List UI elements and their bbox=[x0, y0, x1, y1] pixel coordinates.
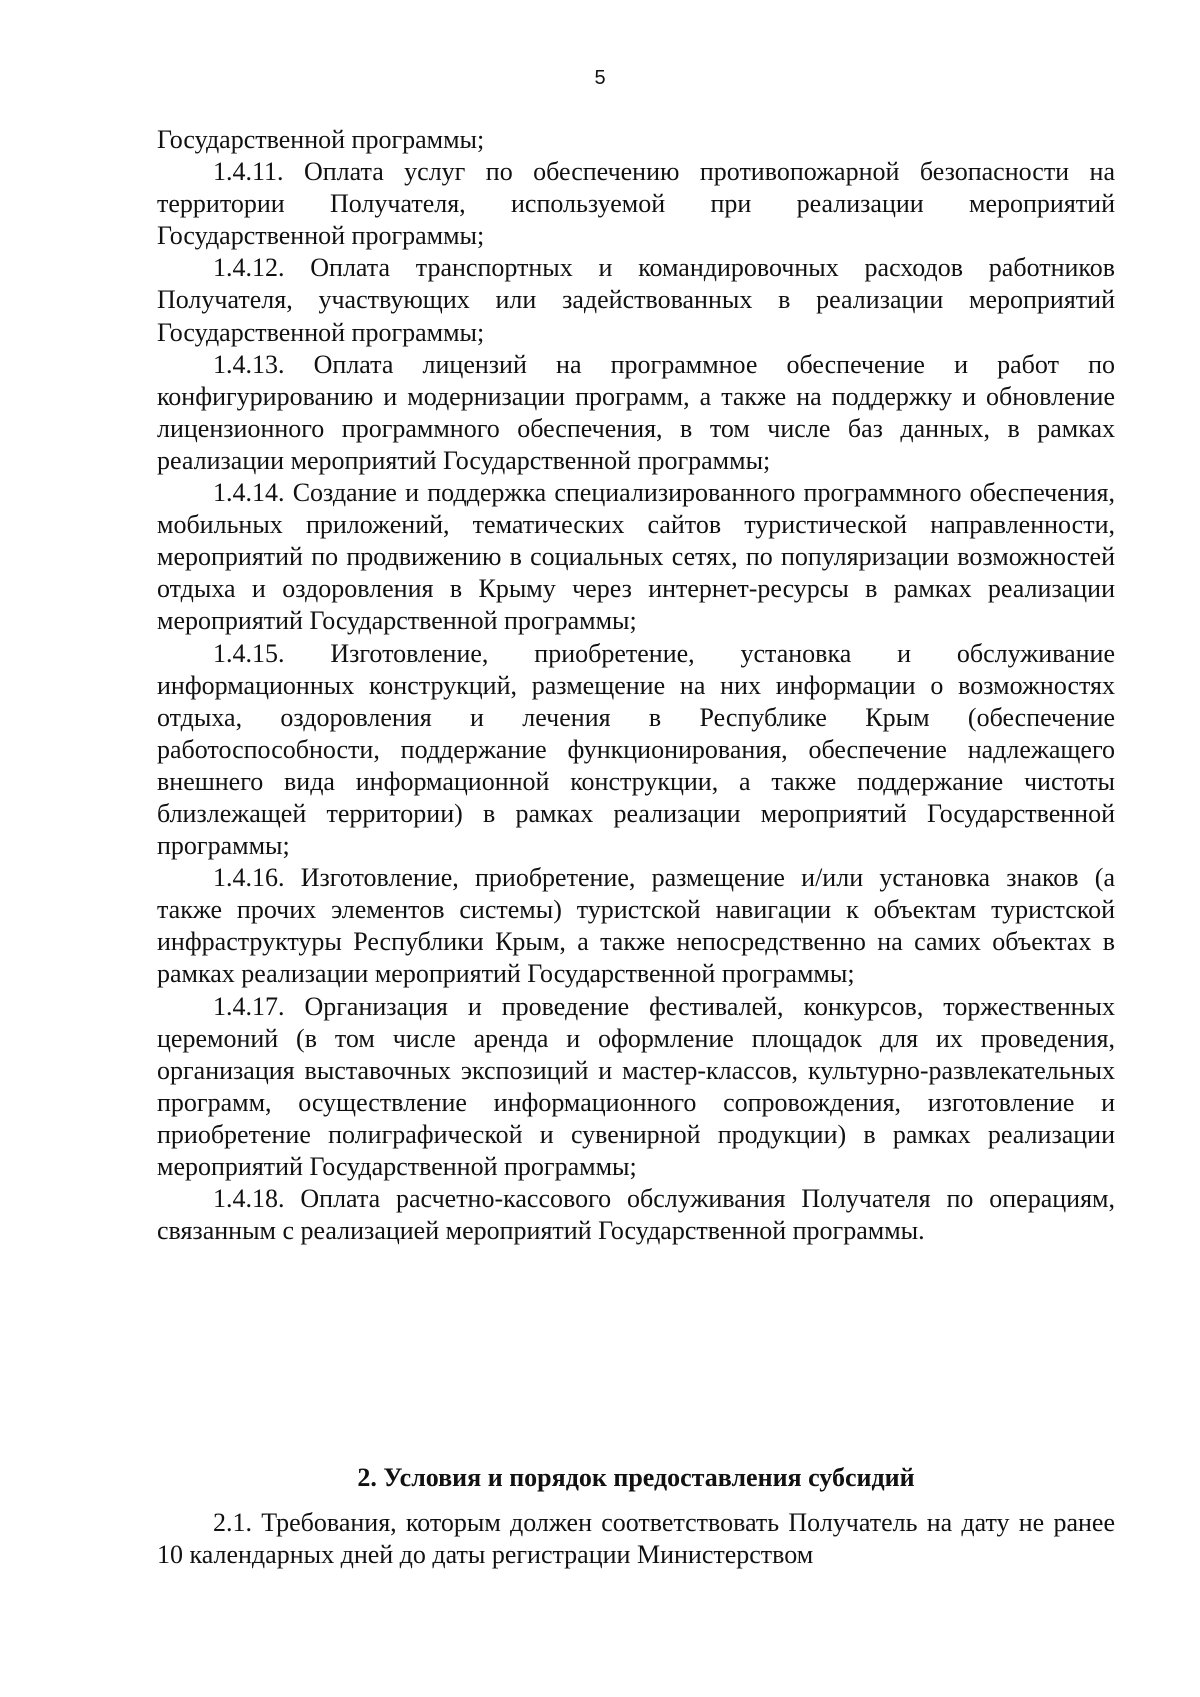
paragraph-1-4-16: 1.4.16. Изготовление, приобретение, размещение и/или установка знаков (а также прочих элементов системы) туристской навигации к объектам туристской инфраструктуры Республики Крым, а также непосредственно на самих объектах в рамках реализации мероприятий Государственной программы; bbox=[157, 863, 1115, 989]
page-number: 5 bbox=[594, 67, 606, 89]
paragraph-1-4-18: 1.4.18. Оплата расчетно-кассового обслуживания Получателя по операциям, связанным с реализацией мероприятий Государственной программы. bbox=[157, 1184, 1115, 1246]
paragraph-1-4-14: 1.4.14. Создание и поддержка специализированного программного обеспечения, мобильных приложений, тематических сайтов туристической направленности, мероприятий по продвижению в социальных сетях, по популяризации возможностей отдыха и оздоровления в Крыму через интернет-ресурсы в рамках реализации мероприятий Государственной программы; bbox=[157, 478, 1115, 636]
paragraph-2-1: 2.1. Требования, которым должен соответствовать Получатель на дату не ранее 10 календарных дней до даты регистрации Министерством bbox=[157, 1508, 1115, 1570]
section-body bbox=[157, 1507, 1115, 1571]
paragraph-1-4-17: 1.4.17. Организация и проведение фестивалей, конкурсов, торжественных церемоний (в том числе аренда и оформление площадок для их проведения, организация выставочных экспозиций и мастер-классов, культурно-развлекательных программ, осуществление информационного сопровождения, изготовление и приобретение полиграфической и сувенирной продукции) в рамках реализации мероприятий Государственной программы; bbox=[157, 991, 1115, 1181]
paragraph-1-4-13: 1.4.13. Оплата лицензий на программное обеспечение и работ по конфигурированию и модернизации программ, а также на поддержку и обновление лицензионного программного обеспечения, в том числе баз данных, в рамках реализации мероприятий Государственной программы; bbox=[157, 349, 1115, 475]
section-heading: 2. Условия и порядок предоставления субсидий bbox=[357, 1462, 915, 1492]
paragraph-continuation: Государственной программы; bbox=[157, 125, 485, 154]
paragraph-1-4-12: 1.4.12. Оплата транспортных и командировочных расходов работников Получателя, участвующих или задействованных в реализации мероприятий Государственной программы; bbox=[157, 253, 1115, 347]
paragraph-1-4-11: 1.4.11. Оплата услуг по обеспечению противопожарной безопасности на территории Получателя, используемой при реализации мероприятий Государственной программы; bbox=[157, 157, 1115, 251]
paragraph-1-4-15: 1.4.15. Изготовление, приобретение, установка и обслуживание информационных конструкций, размещение на них информации о возможностях отдыха, оздоровления и лечения в Республике Крым (обеспечение работоспособности, поддержание функционирования, обеспечение надлежащего внешнего вида информационной конструкции, а также поддержание чистоты близлежащей территории) в рамках реализации мероприятий Государственной программы; bbox=[157, 638, 1115, 861]
document-body bbox=[157, 124, 1115, 1247]
